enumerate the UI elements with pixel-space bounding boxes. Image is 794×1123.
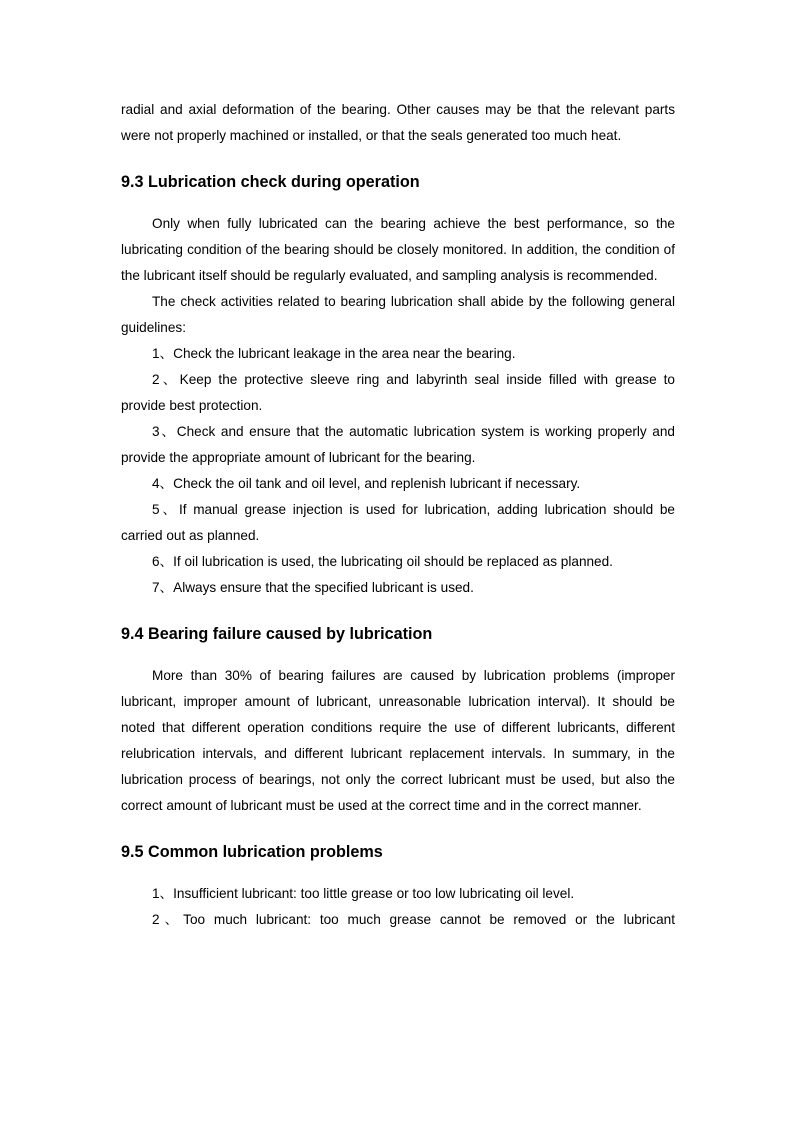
list-item: 1、Insufficient lubricant: too little grease or too low lubricating oil level. (152, 886, 575, 901)
section-9-3-paragraph: The check activities related to bearing lubrication shall abide by the following general guidelines: (121, 294, 675, 335)
document-page (121, 97, 675, 933)
section-heading-9-5: 9.5 Common lubrication problems (121, 843, 383, 861)
section-heading-9-3: 9.3 Lubrication check during operation (121, 173, 420, 191)
list-item: 1、Check the lubricant leakage in the area near the bearing. (152, 346, 516, 361)
list-item: 2、Keep the protective sleeve ring and labyrinth seal inside filled with grease to provide best protection. (121, 372, 675, 413)
list-item: 2、Too much lubricant: too much grease cannot be removed or the lubricant (152, 912, 675, 927)
section-9-3-paragraph: Only when fully lubricated can the bearing achieve the best performance, so the lubricating condition of the bearing should be closely monitored. In addition, the condition of the lubricant itself should be regularly evaluated, and sampling analysis is recommended. (121, 216, 675, 283)
intro-continuation-paragraph: radial and axial deformation of the bearing. Other causes may be that the relevant parts were not properly machined or installed, or that the seals generated too much heat. (121, 102, 675, 143)
list-item: 4、Check the oil tank and oil level, and replenish lubricant if necessary. (152, 476, 581, 491)
list-item: 7、Always ensure that the specified lubricant is used. (152, 580, 474, 595)
section-heading-9-4: 9.4 Bearing failure caused by lubrication (121, 625, 433, 643)
list-item: 5、If manual grease injection is used for lubrication, adding lubrication should be carried out as planned. (121, 502, 675, 543)
list-item: 3、Check and ensure that the automatic lubrication system is working properly and provide the appropriate amount of lubricant for the bearing. (121, 424, 675, 465)
section-9-4-paragraph: More than 30% of bearing failures are caused by lubrication problems (improper lubricant, improper amount of lubricant, unreasonable lubrication interval). It should be noted that different operation conditions require the use of different lubricants, different relubrication intervals, and different lubricant replacement intervals. In summary, in the lubrication process of bearings, not only the correct lubricant must be used, but also the correct amount of lubricant must be used at the correct time and in the correct manner. (121, 668, 675, 813)
list-item: 6、If oil lubrication is used, the lubricating oil should be replaced as planned. (152, 554, 613, 569)
